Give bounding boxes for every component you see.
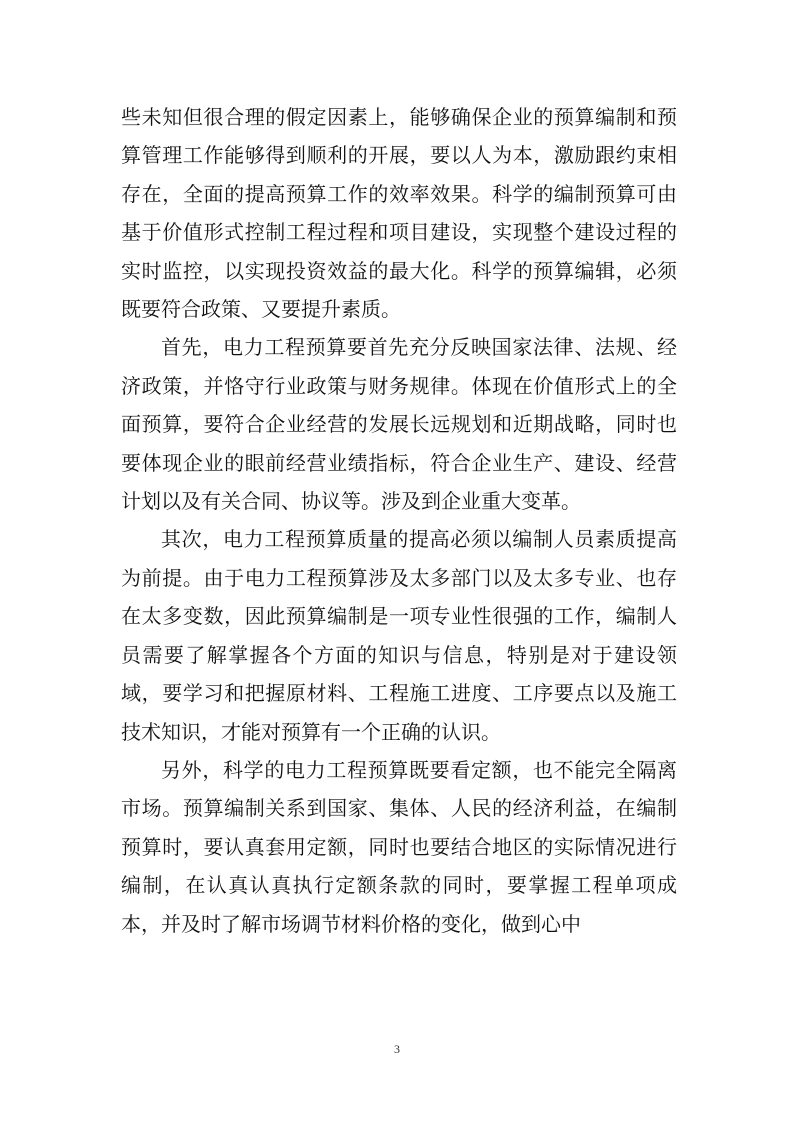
page-number: 3	[394, 1042, 400, 1056]
body-text	[121, 98, 677, 943]
paragraph-continuation: 些未知但很合理的假定因素上，能够确保企业的预算编制和预算管理工作能够得到顺利的开展，要以人为本，激励跟约束相存在，全面的提高预算工作的效率效果。科学的编制预算可由基于价值形式控制工程过程和项目建设，实现整个建设过程的实时监控，以实现投资效益的最大化。科学的预算编辑，必须既要符合政策、又要提升素质。	[121, 105, 677, 322]
paragraph-first: 首先，电力工程预算要首先充分反映国家法律、法规、经济政策，并恪守行业政策与财务规律。体现在价值形式上的全面预算，要符合企业经营的发展长远规划和近期战略，同时也要体现企业的眼前经营业绩指标，符合企业生产、建设、经营计划以及有关合同、协议等。涉及到企业重大变革。	[121, 335, 677, 514]
paragraph-second: 其次，电力工程预算质量的提高必须以编制人员素质提高为前提。由于电力工程预算涉及太多部门以及太多专业、也存在太多变数，因此预算编制是一项专业性很强的工作，编制人员需要了解掌握各个方面的知识与信息，特别是对于建设领域，要学习和把握原材料、工程施工进度、工序要点以及施工技术知识，才能对预算有一个正确的认识。	[121, 527, 677, 744]
paragraph-third: 另外，科学的电力工程预算既要看定额，也不能完全隔离市场。预算编制关系到国家、集体、人民的经济利益，在编制预算时，要认真套用定额，同时也要结合地区的实际情况进行编制，在认真认真执行定额条款的同时，要掌握工程单项成本，并及时了解市场调节材料价格的变化，做到心中	[121, 757, 677, 936]
